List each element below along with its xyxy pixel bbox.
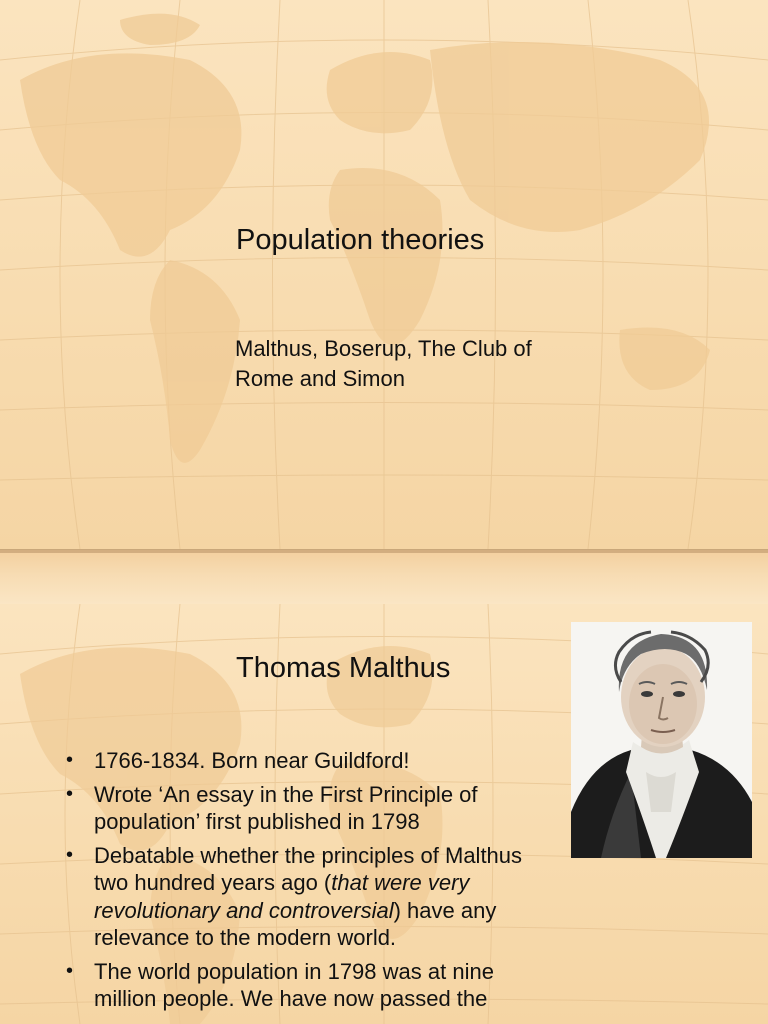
slide-separator: [0, 549, 768, 605]
bullet-list: [62, 747, 562, 1019]
content-slide: [0, 604, 768, 1024]
slide-title: Population theories: [236, 224, 485, 256]
slide-title: Thomas Malthus: [236, 652, 451, 684]
bullet-text: Debatable whether the principles of Malthus two hundred years ago (: [94, 842, 523, 895]
slide-subtitle: Malthus, Boserup, The Club of Rome and Simon: [235, 336, 532, 391]
portrait-image: [571, 622, 752, 858]
bullet-text: ) have any relevance to the modern world.: [94, 897, 497, 950]
bullet-italic-text: that were very revolutionary and controversial: [94, 870, 470, 923]
bullet-item: • Wrote ‘An essay in the First Principle of population’ first published in 1798: [62, 781, 562, 836]
bullet-item: [62, 842, 562, 952]
bullet-item: • 1766-1834. Born near Guildford!: [62, 747, 562, 775]
bullet-item: • The world population in 1798 was at nine million people. We have now passed the: [62, 958, 562, 1013]
